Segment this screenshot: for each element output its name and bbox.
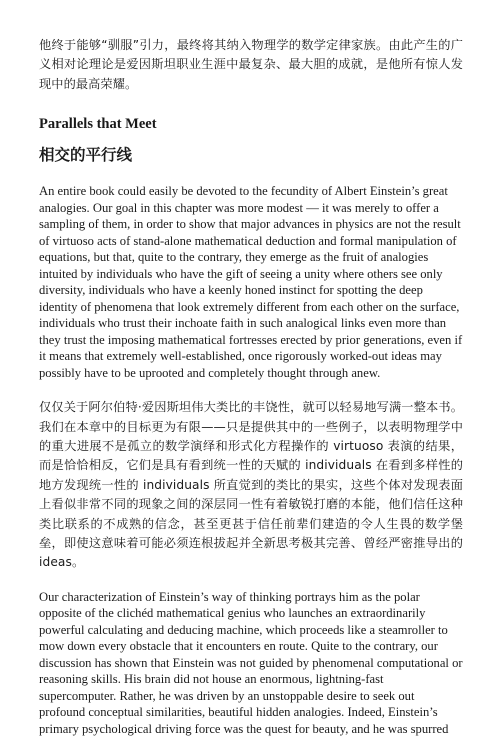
document-page bbox=[39, 36, 463, 737]
paragraph-en-2: Our characterization of Einstein’s way of thinking portrays him as the polar opposite of the clichéd mathematical genius who launches an extraordinarily powerful calculating and deducing machine, which proceeds like a steamroller to mow down every obstacle that it encounters en route. Quite to the contrary, our discussion has shown that Einstein was not guided by phenomenal computational or reasoning skills. His brain did not house an enormous, lightning-fast supercomputer. Rather, he was driven by an unstoppable desire to seek out profound conceptual similarities, beautiful hidden analogies. Indeed, Einstein’s primary psychological driving force was the quest for beauty, and he was spurred bbox=[39, 589, 463, 736]
paragraph-intro-zh: 他终于能够“驯服”引力，最终将其纳入物理学的数学定律家族。由此产生的广义相对论理论是爱因斯坦职业生涯中最复杂、最大胆的成就，是他所有惊人发现中的最高荣耀。 bbox=[39, 38, 463, 91]
paragraph-en-1: An entire book could easily be devoted to the fecundity of Albert Einstein’s great analogies. Our goal in this chapter was more modest — it was merely to offer a sampling of them, in order to show that major advances in physics are not the result of virtuoso acts of stand-alone mathematical deduction and formal manipulation of equations, but that, quite to the contrary, they emerge as the fruit of analogies intuited by individuals who have the gift of seeing a unity where others see only diversity, individuals who have a keenly honed instinct for spotting the deep identity of phenomena that look extremely different from each other on the surface, individuals who trust their inchoate faith in such analogical links even more than they trust the imposing mathematical fortresses erected by prior generations, even if it means that extremely well-established, once rigorously worked-out ideas may possibly have to be uprooted and completely thought through anew. bbox=[39, 184, 463, 380]
paragraph-zh-1: 仅仅关于阿尔伯特·爱因斯坦伟大类比的丰饶性，就可以轻易地写满一整本书。我们在本章中的目标更为有限——只是提供其中的一些例子，以表明物理学中的重大进展不是孤立的数学演绎和形式化方程操作的 virtuoso 表演的结果，而是恰恰相反，它们是具有看到统一性的天赋的 individuals 在看到多样性的地方发现统一性的 individuals 所直觉到的类比的果实，这些个体对发现表面上看似非常不同的现象之间的深层同一性有着敏锐打磨的本能，他们信任这种类比联系的不成熟的信念，甚至更甚于信任前辈们建造的令人生畏的数学堡垒，即使这意味着可能必须连根拔起并全新思考极其完善、曾经严密推导出的 ideas。 bbox=[39, 400, 463, 570]
section-heading-en: Parallels that Meet bbox=[39, 116, 157, 133]
section-heading-zh: 相交的平行线 bbox=[39, 146, 133, 165]
